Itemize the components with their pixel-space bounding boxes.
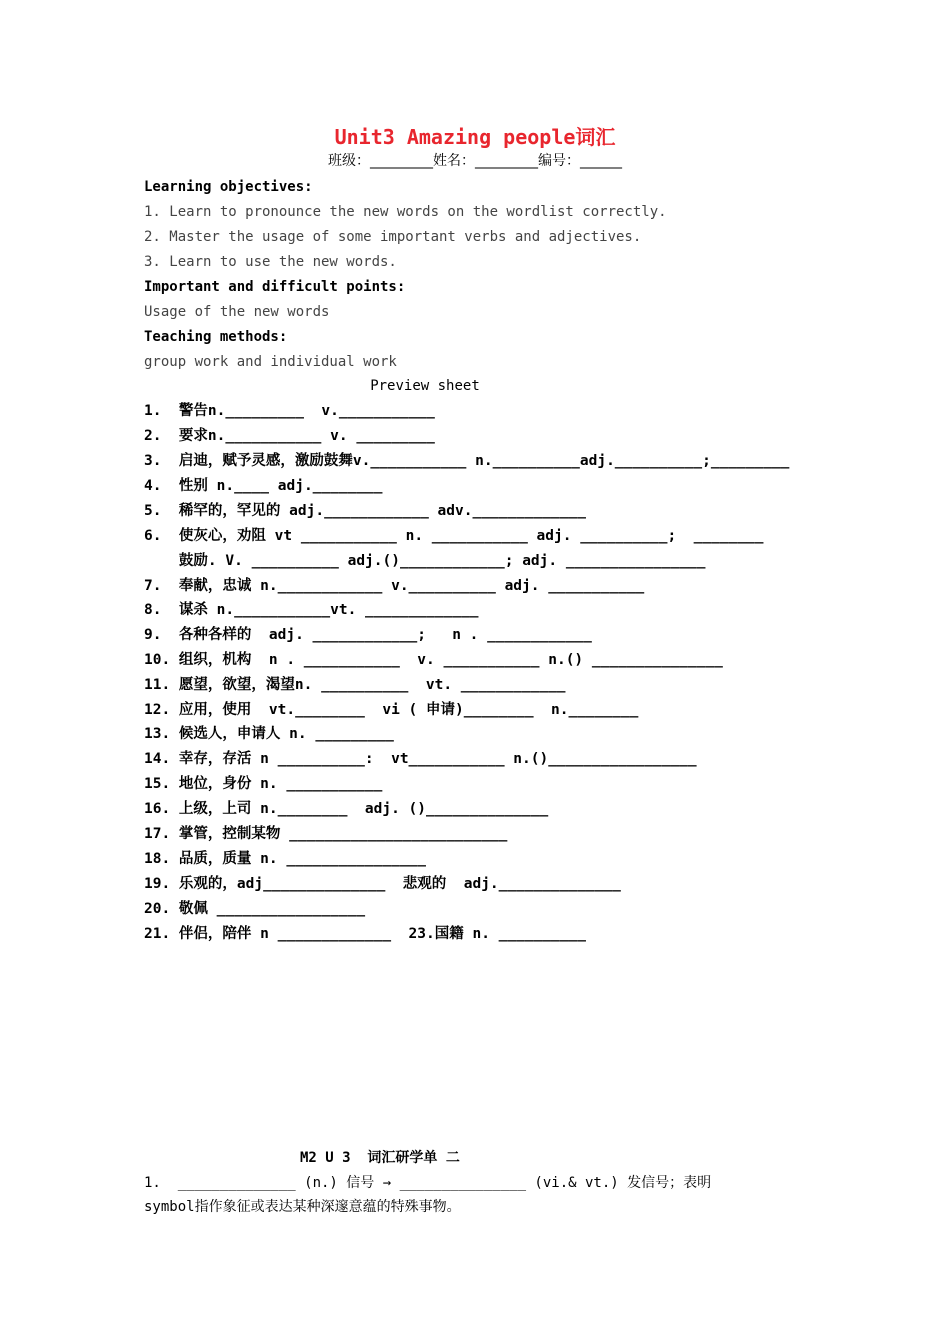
methods-heading: Teaching methods: bbox=[144, 329, 288, 345]
objective-2: 2. Master the usage of some important verbs and adjectives. bbox=[144, 229, 642, 245]
preview-heading: Preview sheet bbox=[370, 378, 480, 394]
title-cn: 词汇 bbox=[575, 125, 616, 149]
vocab-item: 6. 使灰心，劝阻 vt ___________ n. ___________ adj. __________; ________ bbox=[144, 528, 764, 544]
vocab-item: 7. 奉献，忠诚 n.____________ v.__________ adj. ___________ bbox=[144, 578, 645, 594]
vocab-item: 20. 敬佩 _________________ bbox=[144, 901, 366, 917]
objective-3: 3. Learn to use the new words. bbox=[144, 254, 397, 270]
vocab-item: 13. 候选人，申请人 n. _________ bbox=[144, 726, 394, 742]
points-heading: Important and difficult points: bbox=[144, 279, 406, 295]
vocab-item: 10. 组织，机构 n . ___________ v. ___________ n.() _______________ bbox=[144, 652, 723, 668]
vocab-item: 9. 各种各样的 adj. ____________; n . ____________ bbox=[144, 627, 592, 643]
vocab-item: 17. 掌管，控制某物 _________________________ bbox=[144, 826, 508, 842]
vocab-item: 19. 乐观的，adj______________ 悲观的 adj.______________ bbox=[144, 876, 621, 892]
vocab-item: 14. 幸存，存活 n __________: vt___________ n.()_________________ bbox=[144, 751, 697, 767]
objectives-heading: Learning objectives: bbox=[144, 179, 313, 195]
vocab-item: 2. 要求n.___________ v. _________ bbox=[144, 428, 435, 444]
vocab-item: 15. 地位，身份 n. ___________ bbox=[144, 776, 383, 792]
vocab-item: 21. 伴侣，陪伴 n _____________ 23.国籍 n. __________ bbox=[144, 926, 586, 942]
vocab-item: 3. 启迪，赋予灵感，激励鼓舞v.___________ n.__________adj.__________;_________ bbox=[144, 453, 790, 469]
vocab-item: 鼓励. V. __________ adj.()____________; adj. ________________ bbox=[144, 553, 706, 569]
vocab-item: 11. 愿望，欲望，渴望n. __________ vt. ____________ bbox=[144, 677, 566, 693]
vocab-item: 12. 应用，使用 vt.________ vi ( 申请)________ n.________ bbox=[144, 702, 639, 718]
document-title bbox=[0, 124, 950, 150]
vocab-item: 4. 性别 n.____ adj.________ bbox=[144, 478, 383, 494]
section2-line-1: 1. ______________ (n.) 信号 → _______________ (vi.& vt.) 发信号；表明 bbox=[144, 1175, 712, 1191]
section2-line-2: symbol指作象征或表达某种深邃意蕴的特殊事物。 bbox=[144, 1199, 461, 1215]
vocab-item: 5. 稀罕的，罕见的 adj.____________ adv._____________ bbox=[144, 503, 586, 519]
vocab-item: 16. 上级，上司 n.________ adj. ()______________ bbox=[144, 801, 549, 817]
methods-text: group work and individual work bbox=[144, 354, 397, 370]
vocab-item: 1. 警告n._________ v.___________ bbox=[144, 403, 435, 419]
objective-1: 1. Learn to pronounce the new words on the wordlist correctly. bbox=[144, 204, 667, 220]
vocab-item: 18. 品质，质量 n. ________________ bbox=[144, 851, 427, 867]
points-text: Usage of the new words bbox=[144, 304, 330, 320]
title-en: Unit3 Amazing people bbox=[334, 125, 576, 149]
section2-heading: M2 U 3 词汇研学单 二 bbox=[300, 1150, 460, 1166]
student-info-line: 班级：_________姓名：_________编号：______ bbox=[328, 153, 622, 169]
vocab-item: 8. 谋杀 n.___________vt. _____________ bbox=[144, 602, 479, 618]
